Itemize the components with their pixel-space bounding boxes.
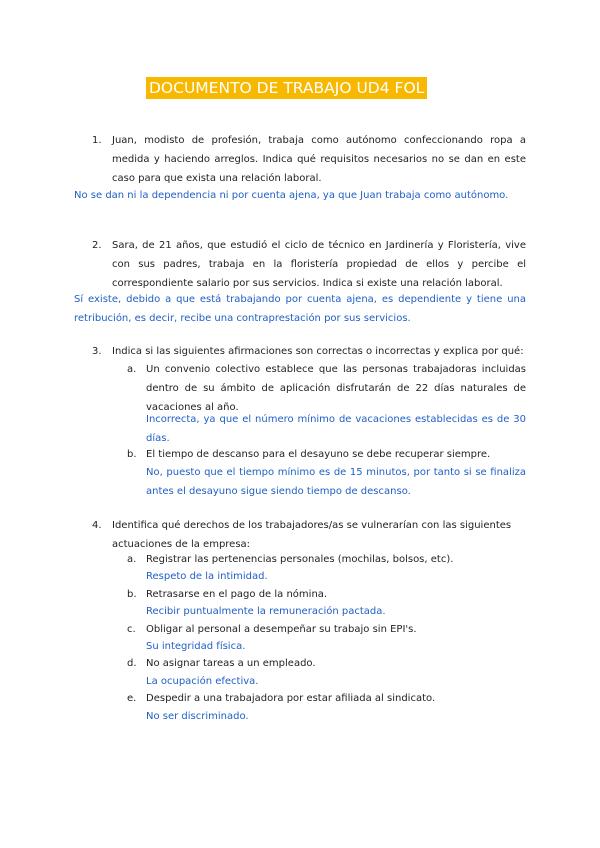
question-4d-letter: d. bbox=[127, 658, 137, 669]
question-3b-text: El tiempo de descanso para el desayuno se debe recuperar siempre. bbox=[146, 449, 491, 460]
question-4c-letter: c. bbox=[127, 624, 136, 635]
question-4c-text: Obligar al personal a desempeñar su trabajo sin EPI's. bbox=[146, 624, 417, 635]
question-3b-answer: No, puesto que el tiempo mínimo es de 15 minutos, por tanto si se finaliza antes el desayuno sigue siendo tiempo de descanso. bbox=[146, 467, 526, 497]
question-4e-letter: e. bbox=[127, 693, 137, 704]
question-3a-answer: Incorrecta, ya que el número mínimo de vacaciones establecidas es de 30 días. bbox=[146, 414, 526, 444]
question-3a-letter: a. bbox=[127, 364, 137, 375]
question-4e-answer: No ser discriminado. bbox=[146, 711, 249, 722]
question-4e-text: Despedir a una trabajadora por estar afiliada al sindicato. bbox=[146, 693, 436, 704]
question-3-text: Indica si las siguientes afirmaciones son correctas o incorrectas y explica por qué: bbox=[112, 346, 524, 357]
question-4a-text: Registrar las pertenencias personales (mochilas, bolsos, etc). bbox=[146, 554, 454, 565]
question-3-number: 3. bbox=[92, 346, 102, 357]
question-2-number: 2. bbox=[92, 240, 102, 251]
question-1-answer: No se dan ni la dependencia ni por cuenta ajena, ya que Juan trabaja como autónomo. bbox=[74, 190, 509, 201]
question-4d-answer: La ocupación efectiva. bbox=[146, 676, 259, 687]
question-2-answer: Sí existe, debido a que está trabajando por cuenta ajena, es dependiente y tiene una retribución, es decir, recibe una contraprestación por sus servicios. bbox=[74, 294, 526, 324]
question-4b-text: Retrasarse en el pago de la nómina. bbox=[146, 589, 328, 600]
question-4a-letter: a. bbox=[127, 554, 137, 565]
question-4c-answer: Su integridad física. bbox=[146, 641, 246, 652]
question-4d-text: No asignar tareas a un empleado. bbox=[146, 658, 316, 669]
question-1-number: 1. bbox=[92, 135, 102, 146]
question-4-text: Identifica qué derechos de los trabajadores/as se vulnerarían con las siguientes actuaciones de la empresa: bbox=[112, 520, 512, 550]
question-4b-letter: b. bbox=[127, 589, 137, 600]
question-3b-letter: b. bbox=[127, 449, 137, 460]
question-1-text: Juan, modisto de profesión, trabaja como autónomo confeccionando ropa a medida y haciendo arreglos. Indica qué requisitos necesarios no se dan en este caso para que exista una relación laboral. bbox=[112, 135, 526, 184]
question-2-text: Sara, de 21 años, que estudió el ciclo de técnico en Jardinería y Floristería, vive con sus padres, trabaja en la floristería propiedad de ellos y percibe el correspondiente salario por sus servicios. Indica si existe una relación laboral. bbox=[112, 240, 526, 289]
question-3a-text: Un convenio colectivo establece que las personas trabajadoras incluidas dentro de su ámbito de aplicación disfrutarán de 22 días naturales de vacaciones al año. bbox=[146, 364, 526, 413]
question-4-number: 4. bbox=[92, 520, 102, 531]
question-4a-answer: Respeto de la intimidad. bbox=[146, 571, 268, 582]
question-4b-answer: Recibir puntualmente la remuneración pactada. bbox=[146, 606, 386, 617]
document-title: DOCUMENTO DE TRABAJO UD4 FOL bbox=[146, 77, 427, 99]
